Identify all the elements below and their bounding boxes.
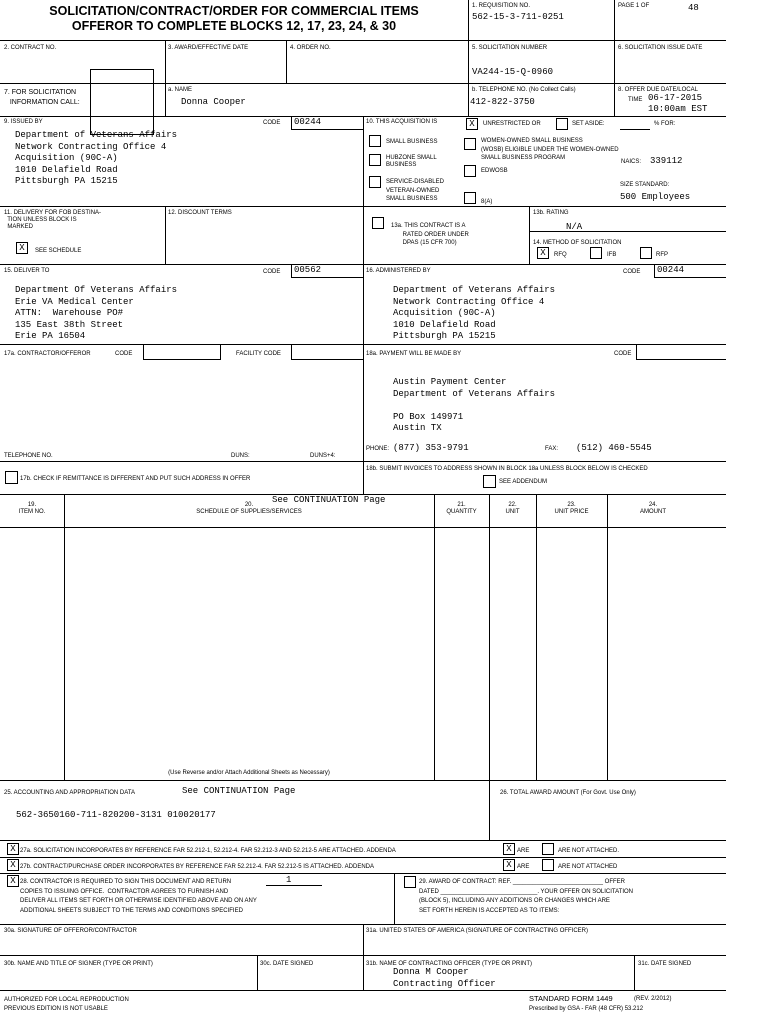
- administered-by-address: Department of Veterans Affairs Network Contracting Office 4 Acquisition (90C-A) 1010 Delafield Road Pittsburgh PA 15215: [393, 285, 556, 342]
- administered-code[interactable]: 00244: [654, 265, 726, 278]
- clause-28-checkbox[interactable]: X: [7, 875, 19, 887]
- contract-no-label: 2. CONTRACT NO.: [4, 45, 57, 51]
- size-standard-label: SIZE STANDARD:: [620, 182, 670, 188]
- telephone-no-label: TELEPHONE NO.: [4, 453, 53, 459]
- rfp-checkbox[interactable]: [640, 247, 652, 259]
- wosb-label: WOMEN-OWNED SMALL BUSINESS (WOSB) ELIGIBLE UNDER THE WOMEN-OWNED SMALL BUSINESS PROGRAM: [481, 138, 619, 161]
- method-label: 14. METHOD OF SOLICITATION: [533, 240, 622, 246]
- form-title: [0, 4, 468, 34]
- duns4-label: DUNS+4:: [310, 453, 336, 459]
- unrestricted-label: UNRESTRICTED OR: [483, 121, 541, 127]
- offer-due-time[interactable]: 10:00am EST: [648, 104, 708, 114]
- form-revision: (REV. 2/2012): [634, 996, 672, 1002]
- order-no-label: 4. ORDER NO.: [290, 45, 331, 51]
- clause-28-copies-line: [266, 885, 322, 886]
- issued-by-label: 9. ISSUED BY: [4, 119, 43, 125]
- unrestricted-checkbox[interactable]: X: [466, 118, 478, 130]
- administered-by-label: 16. ADMINISTERED BY: [366, 268, 431, 274]
- solicitation-issue-date-label: 6. SOLICITATION ISSUE DATE: [618, 45, 703, 51]
- remittance-label: 17b. CHECK IF REMITTANCE IS DIFFERENT AND PUT SUCH ADDRESS IN OFFER: [20, 476, 251, 482]
- clause-27a-not-label: ARE NOT ATTACHED.: [558, 848, 620, 854]
- rating-label: 13b. RATING: [533, 210, 569, 216]
- naics-code[interactable]: 339112: [650, 156, 683, 166]
- clause-27a-not-checkbox[interactable]: [542, 843, 554, 855]
- contracting-officer-name: Donna M Cooper Contracting Officer: [393, 967, 496, 989]
- rated-order-checkbox[interactable]: [372, 217, 384, 229]
- contractor-code-label: CODE: [115, 351, 133, 357]
- form-prescribed-by: Prescribed by GSA - FAR (48 CFR) 53.212: [529, 1006, 644, 1012]
- wosb-checkbox[interactable]: [464, 138, 476, 150]
- see-addendum-checkbox[interactable]: [483, 475, 496, 488]
- facility-code-label: FACILITY CODE: [236, 351, 281, 357]
- eight-a-label: 8(A): [481, 199, 493, 205]
- see-schedule-checkbox[interactable]: X: [16, 242, 28, 254]
- signer-name-label: 30b. NAME AND TITLE OF SIGNER (TYPE OR PRINT): [4, 961, 153, 967]
- col-unit-price: 23. UNIT PRICE: [554, 502, 589, 515]
- name-label: a. NAME: [168, 87, 193, 93]
- set-aside-label: SET ASIDE:: [572, 121, 605, 127]
- sdvosb-label: SERVICE-DISABLED VETERAN-OWNED SMALL BUSINESS: [386, 179, 444, 202]
- issued-code[interactable]: 00244: [291, 117, 363, 130]
- set-aside-checkbox[interactable]: [556, 118, 568, 130]
- footer-reproduction-note: AUTHORIZED FOR LOCAL REPRODUCTION PREVIOUS EDITION IS NOT USABLE: [4, 997, 129, 1012]
- see-schedule-label: SEE SCHEDULE: [35, 248, 82, 254]
- clause-27b-text: 27b. CONTRACT/PURCHASE ORDER INCORPORATES BY REFERENCE FAR 52.212-4. FAR 52.212-5 IS ATTACHED. ADDENDA: [20, 864, 374, 870]
- rated-order-label: 13a. THIS CONTRACT IS A RATED ORDER UNDER DPAS (15 CFR 700): [391, 223, 469, 246]
- acquisition-label: 10. THIS ACQUISITION IS: [366, 119, 438, 125]
- issued-code-label: CODE: [263, 120, 281, 126]
- ifb-checkbox[interactable]: [590, 247, 602, 259]
- contractor-label: 17a. CONTRACTOR/OFFEROR: [4, 351, 91, 357]
- payment-address: Austin Payment Center Department of Veterans Affairs PO Box 149971 Austin TX: [393, 377, 556, 434]
- offer-due-label: 8. OFFER DUE DATE/LOCAL: [618, 87, 698, 93]
- clause-29-checkbox[interactable]: [404, 876, 416, 888]
- clause-27a-checkbox[interactable]: X: [7, 843, 19, 855]
- requisition-label: 1. REQUISITION NO.: [472, 3, 531, 9]
- naics-label: NAICS:: [621, 159, 642, 165]
- offer-due-time-label: TIME: [628, 97, 643, 103]
- clause-27b-not-checkbox[interactable]: [542, 859, 554, 871]
- telephone-number[interactable]: 412-822-3750: [470, 97, 535, 107]
- officer-date-label: 31c. DATE SIGNED: [638, 961, 692, 967]
- solicitation-number-label: 5. SOLICITATION NUMBER: [472, 45, 548, 51]
- edwosb-checkbox[interactable]: [464, 165, 476, 177]
- discount-terms-label: 12. DISCOUNT TERMS: [168, 210, 232, 216]
- offeror-date-label: 30c. DATE SIGNED: [260, 961, 314, 967]
- accounting-continuation: See CONTINUATION Page: [182, 786, 296, 796]
- set-aside-percent-line[interactable]: [620, 129, 650, 130]
- offeror-signature-label: 30a. SIGNATURE OF OFFEROR/CONTRACTOR: [4, 928, 137, 934]
- telephone-label: b. TELEPHONE NO. (No Collect Calls): [472, 87, 576, 93]
- total-award-label: 26. TOTAL AWARD AMOUNT (For Govt. Use Only): [500, 790, 636, 796]
- accounting-label: 25. ACCOUNTING AND APPROPRIATION DATA: [4, 790, 136, 796]
- schedule-continuation: See CONTINUATION Page: [272, 495, 386, 505]
- requisition-number[interactable]: 562-15-3-711-0251: [472, 12, 564, 22]
- submit-invoices-label: 18b. SUBMIT INVOICES TO ADDRESS SHOWN IN BLOCK 18a UNLESS BLOCK BELOW IS CHECKED: [366, 466, 648, 472]
- eight-a-checkbox[interactable]: [464, 192, 476, 204]
- payment-fax-label: FAX:: [545, 446, 559, 452]
- form-title-line2: OFFEROR TO COMPLETE BLOCKS 12, 17, 23, 24, & 30: [71, 19, 397, 33]
- page-label: PAGE 1 OF: [618, 3, 650, 9]
- edwosb-label: EDWOSB: [481, 168, 508, 174]
- deliver-to-address: Department Of Veterans Affairs Erie VA Medical Center ATTN: Warehouse PO# 135 East 38th Street Erie PA 16504: [15, 285, 178, 342]
- contracting-officer-name-label: 31b. NAME OF CONTRACTING OFFICER (TYPE OR PRINT): [366, 961, 533, 967]
- deliver-to-code[interactable]: 00562: [291, 265, 363, 278]
- form-title-line1: SOLICITATION/CONTRACT/ORDER FOR COMMERCIAL ITEMS: [49, 4, 419, 18]
- clause-27b-are-label: ARE: [517, 864, 530, 870]
- hubzone-checkbox[interactable]: [369, 154, 381, 166]
- contractor-code-field[interactable]: [143, 345, 221, 360]
- payment-phone-label: PHONE:: [366, 446, 390, 452]
- solicitation-number[interactable]: VA244-15-Q-0960: [472, 67, 554, 77]
- contracting-officer-signature-label: 31a. UNITED STATES OF AMERICA (SIGNATURE OF CONTRACTING OFFICER): [366, 928, 589, 934]
- rfq-label: RFQ: [554, 252, 567, 258]
- clause-28-text: 28. CONTRACTOR IS REQUIRED TO SIGN THIS DOCUMENT AND RETURN COPIES TO ISSUING OFFICE. CONTRACTOR AGREES TO FURNISH AND DELIVER ALL ITEMS SET FORTH OR OTHERWISE IDENTIFIED ABOVE AND ON ANY ADDITIONAL SHEETS SUBJECT TO THE TERMS AND CONDITIONS SPECIFIED: [20, 879, 257, 914]
- award-date-label: 3. AWARD/EFFECTIVE DATE: [168, 45, 249, 51]
- col-item-no: 19. ITEM NO.: [18, 502, 46, 515]
- payment-code-label: CODE: [614, 351, 632, 357]
- delivery-fob-label: 11. DELIVERY FOR FOB DESTINA- TION UNLESS BLOCK IS MARKED: [4, 210, 102, 230]
- col-unit: 22. UNIT: [505, 502, 520, 515]
- clause-28-copies[interactable]: 1: [286, 875, 292, 885]
- schedule-footnote: (Use Reverse and/or Attach Additional Sheets as Necessary): [168, 770, 330, 776]
- col-schedule: 20. SCHEDULE OF SUPPLIES/SERVICES: [196, 502, 302, 515]
- see-addendum-label: SEE ADDENDUM: [499, 479, 548, 485]
- page-count: 48: [688, 3, 699, 13]
- col-quantity: 21. QUANTITY: [446, 502, 477, 515]
- standard-form-number: STANDARD FORM 1449: [529, 994, 613, 1003]
- size-standard[interactable]: 500 Employees: [620, 192, 691, 202]
- clause-27a-are-checkbox[interactable]: X: [503, 843, 515, 855]
- ifb-label: IFB: [607, 252, 617, 258]
- facility-code-field[interactable]: [291, 345, 363, 360]
- deliver-to-label: 15. DELIVER TO: [4, 268, 50, 274]
- clause-27b-checkbox[interactable]: X: [7, 859, 19, 871]
- small-business-label: SMALL BUSINESS: [386, 139, 438, 145]
- clause-27a-are-label: ARE: [517, 848, 530, 854]
- clause-27b-not-label: ARE NOT ATTACHED: [558, 864, 618, 870]
- col-amount: 24. AMOUNT: [640, 502, 666, 515]
- percent-for-label: % FOR:: [654, 121, 676, 127]
- payment-phone[interactable]: (877) 353-9791: [393, 443, 469, 453]
- payment-code-field[interactable]: [636, 345, 726, 360]
- hubzone-label: HUBZONE SMALL BUSINESS: [386, 155, 437, 168]
- rfq-checkbox[interactable]: X: [537, 247, 549, 259]
- payment-fax[interactable]: (512) 460-5545: [576, 443, 652, 453]
- clause-29-text: 29. AWARD OF CONTRACT: REF. ___________________________ OFFER DATED _____________________________. YOUR OFFER ON SOLICITATION (BLOCK 5), INCLUDING ANY ADDITIONS OR CHANGES WHICH ARE SET FORTH HEREIN IS ACCEPTED AS TO ITEMS:: [419, 879, 634, 914]
- clause-27a-text: 27a. SOLICITATION INCORPORATES BY REFERENCE FAR 52.212-1, 52.212-4. FAR 52.212-3 AND 52.212-5 ARE ATTACHED. ADDENDA: [20, 848, 396, 854]
- deliver-to-code-label: CODE: [263, 269, 281, 275]
- accounting-data[interactable]: 562-3650160-711-820200-3131 010020177: [16, 810, 216, 820]
- for-solicitation-info-label: 7. FOR SOLICITATION INFORMATION CALL:: [4, 89, 80, 106]
- rating-value[interactable]: N/A: [566, 222, 583, 232]
- contact-name[interactable]: Donna Cooper: [181, 97, 246, 107]
- issued-by-address: Department of Veterans Affairs Network Contracting Office 4 Acquisition (90C-A) 1010 Delafield Road Pittsburgh PA 15215: [15, 130, 178, 187]
- rfp-label: RFP: [656, 252, 668, 258]
- payment-by-label: 18a. PAYMENT WILL BE MADE BY: [366, 351, 462, 357]
- remittance-checkbox[interactable]: [5, 471, 18, 484]
- administered-code-label: CODE: [623, 269, 641, 275]
- small-business-checkbox[interactable]: [369, 135, 381, 147]
- duns-label: DUNS:: [231, 453, 250, 459]
- offer-due-date[interactable]: 06-17-2015: [648, 93, 703, 103]
- clause-27b-are-checkbox[interactable]: X: [503, 859, 515, 871]
- sdvosb-checkbox[interactable]: [369, 176, 381, 188]
- stamp-box: [90, 69, 154, 135]
